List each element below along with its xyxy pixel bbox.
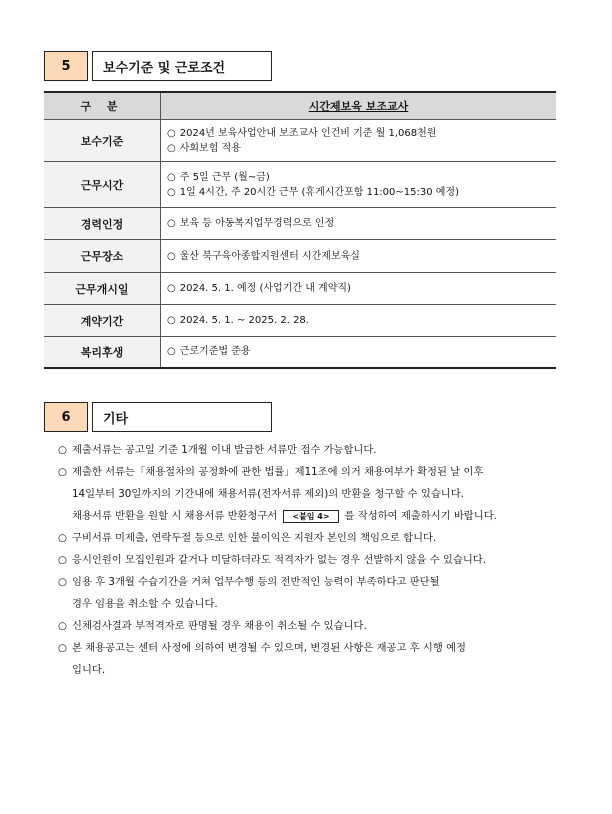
- row-label: 보수기준: [44, 120, 161, 162]
- row-value: ○ 근로기준법 준용: [161, 337, 557, 368]
- section-title: 보수기준 및 근로조건: [92, 51, 272, 81]
- row-label: 복리후생: [44, 337, 161, 368]
- row-value: ○ 주 5일 근무 (월~금) ○ 1일 4시간, 주 20시간 근무 (휴게시간포함 11:00~15:30 예정): [161, 162, 557, 208]
- list-item: ○ 임용 후 3개월 수습기간을 거쳐 업무수행 등의 전반적인 능력이 부족하다고 판단될 경우 임용을 취소할 수 있습니다.: [58, 576, 440, 610]
- section-title: 기타: [92, 402, 272, 432]
- table-row: [44, 208, 556, 240]
- conditions-table: [44, 91, 556, 369]
- list-item: ○ 제출서류는 공고일 기준 1개월 이내 발급한 서류만 접수 가능합니다.: [58, 444, 377, 456]
- list-item: ○ 제출한 서류는「채용절차의 공정화에 관한 법률」제11조에 의거 채용여부가 확정된 날 이후 14일부터 30일까지의 기간내에 채용서류(전자서류 제외)의 반환을 청구할 수 있습니다.: [58, 466, 484, 500]
- row-value: ○ 2024년 보육사업안내 보조교사 인건비 기준 월 1,068천원 ○ 사회보험 적용: [161, 120, 557, 162]
- section-number: 5: [44, 51, 88, 81]
- table-row: [44, 120, 556, 162]
- list-item: ○ 구비서류 미제출, 연락두절 등으로 인한 불이익은 지원자 본인의 책임으로 합니다.: [58, 532, 437, 544]
- row-value: ○ 울산 북구육아종합지원센터 시간제보육실: [161, 240, 557, 273]
- header-position: 시간제보육 보조교사: [161, 92, 557, 120]
- row-label: 근무시간: [44, 162, 161, 208]
- list-item: ○ 신체검사결과 부적격자로 판명될 경우 채용이 취소될 수 있습니다.: [58, 620, 367, 632]
- section-5-header: [44, 51, 272, 81]
- row-label: 경력인정: [44, 208, 161, 240]
- header-category: 구 분: [44, 92, 161, 120]
- section-number: 6: [44, 402, 88, 432]
- section-6-header: [44, 402, 272, 432]
- row-value: ○ 보육 등 아동복지업무경력으로 인정: [161, 208, 557, 240]
- list-item-continuation: 채용서류 반환을 원할 시 채용서류 반환청구서 <붙임 4> 를 작성하여 제출하시기 바랍니다.: [72, 510, 497, 522]
- row-value: ○ 2024. 5. 1. 예정 (사업기간 내 계약직): [161, 273, 557, 305]
- notes-list: [58, 439, 568, 681]
- table-row: [44, 162, 556, 208]
- row-label: 근무장소: [44, 240, 161, 273]
- table-row: [44, 273, 556, 305]
- table-header-row: [44, 92, 556, 120]
- attachment-label: <붙임 4>: [283, 510, 338, 523]
- row-value: ○ 2024. 5. 1. ~ 2025. 2. 28.: [161, 305, 557, 337]
- list-item: ○ 본 채용공고는 센터 사정에 의하여 변경될 수 있으며, 변경된 사항은 재공고 후 시행 예정 입니다.: [58, 642, 466, 676]
- table-row: [44, 305, 556, 337]
- row-label: 근무개시일: [44, 273, 161, 305]
- table-row: [44, 240, 556, 273]
- list-item: ○ 응시인원이 모집인원과 같거나 미달하더라도 적격자가 없는 경우 선발하지 않을 수 있습니다.: [58, 554, 486, 566]
- table-row: [44, 337, 556, 368]
- row-label: 계약기간: [44, 305, 161, 337]
